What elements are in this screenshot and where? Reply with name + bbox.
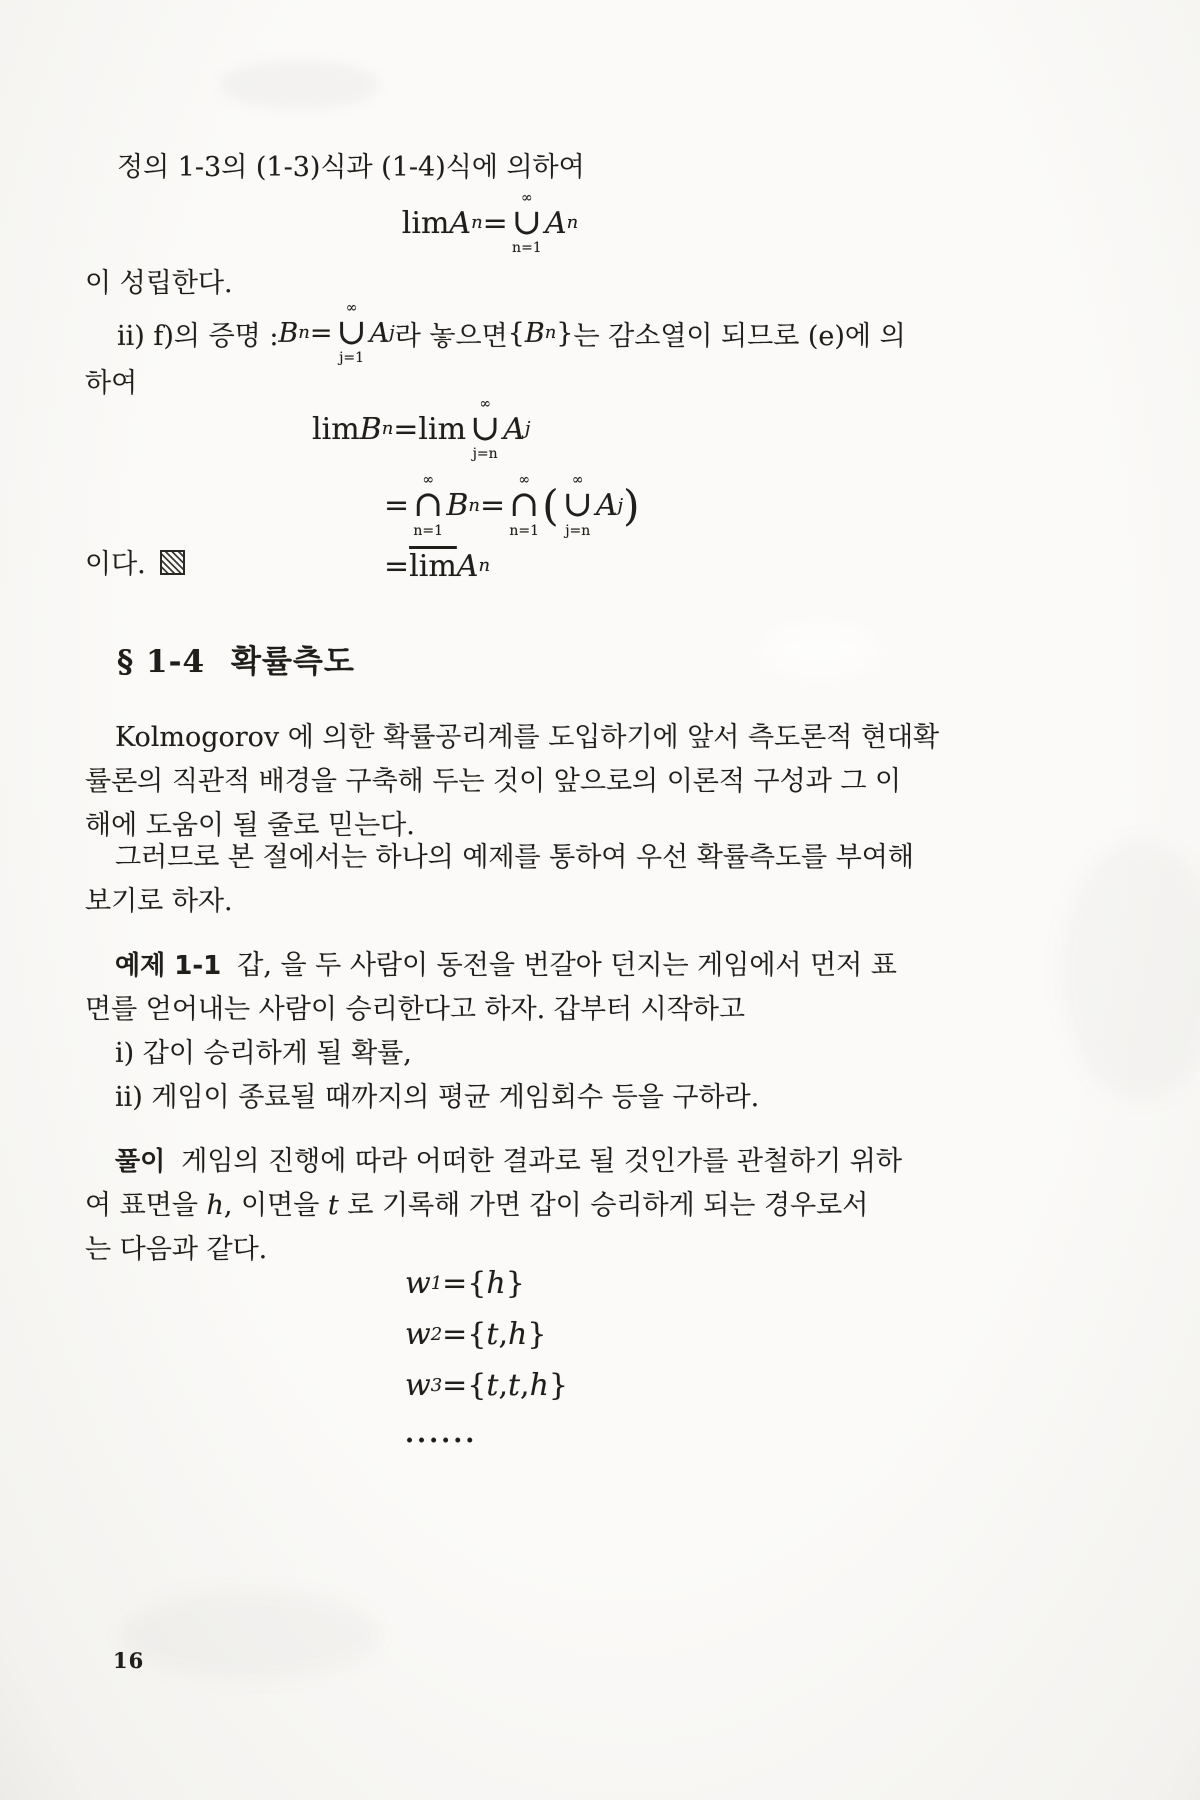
proof-continue: 하여 <box>85 368 138 399</box>
text-line: 그러므로 본 절에서는 하나의 예제를 통하여 우선 확률측도를 부여해 <box>115 842 914 873</box>
text-line <box>85 1140 965 1184</box>
paragraph-intro: 정의 1-3의 (1-3)식과 (1-4)식에 의하여 <box>117 152 585 183</box>
equation-limB-block <box>312 396 639 594</box>
example-block <box>85 944 965 1120</box>
text-line: 면를 얻어내는 사람이 승리한다고 하자. 갑부터 시작하고 <box>85 994 745 1025</box>
text-line: 여 표면을 h, 이면을 t 로 기록해 가면 갑이 승리하게 되는 경우로서 <box>85 1190 869 1221</box>
section-title: 확률측도 <box>231 644 355 680</box>
text-line: 률론의 직관적 배경을 구축해 두는 것이 앞으로의 이론적 구성과 그 이 <box>85 766 902 797</box>
example-item-ii: ii) 게임이 종료될 때까지의 평균 게임회수 등을 구하라. <box>115 1082 760 1113</box>
page-number: 16 <box>113 1648 145 1673</box>
equation-w-list <box>405 1266 568 1449</box>
section-heading <box>117 636 355 681</box>
statement-holds: 이 성립한다. <box>85 268 233 299</box>
equation-line: lim B n = lim ∞ ∪ j=n A j <box>312 396 531 463</box>
qed-line <box>85 543 185 587</box>
solution-label: 풀이 <box>115 1147 166 1177</box>
scan-smudge <box>120 1590 380 1680</box>
proof-statement-line: ii) f)의 증명 : B n = ∞ ∪ j=1 A j 라 놓으면 { B n } 는 감소열이 되므로 (e)에 의 <box>117 300 906 367</box>
ellipsis-dots: ...... <box>405 1419 478 1449</box>
text-line: 는 다음과 같다. <box>85 1234 268 1265</box>
big-operator: ∞ ∪ j=n <box>470 396 501 463</box>
text-line: Kolmogorov 에 의한 확률공리계를 도입하기에 앞서 측도론적 현대확 <box>115 722 940 753</box>
equation-line: = ∞ ∩ n=1 B n = ∞ ∩ n=1 ( ∞ ∪ j=n A j ) <box>384 472 640 539</box>
qed-text: 이다. <box>85 549 146 580</box>
example-line1: 갑, 을 두 사람이 동전을 번갈아 던지는 게임에서 먼저 표 <box>237 950 897 981</box>
example-label: 예제 1-1 <box>115 951 222 981</box>
paragraph-kolmogorov <box>85 716 965 848</box>
paragraph-transition <box>85 836 965 924</box>
equation-line: lim A n = ∞ ∪ n=1 A n <box>401 190 579 257</box>
section-number: § 1-4 <box>117 644 206 680</box>
big-operator: ∞ ∪ j=n <box>562 472 593 539</box>
text-line <box>85 944 965 988</box>
text-line: 보기로 하자. <box>85 886 233 917</box>
solution-line1: 게임의 진행에 따라 어떠한 결과로 될 것인가를 관철하기 위하 <box>181 1146 902 1177</box>
equation-w2: w 2 = { t , h } <box>405 1317 547 1352</box>
equation-w1: w 1 = { h } <box>405 1266 525 1301</box>
big-operator: ∞ ∩ n=1 <box>509 472 540 539</box>
big-operator: ∞ ∪ n=1 <box>511 190 542 257</box>
example-item-i: i) 갑이 승리하게 될 확률, <box>115 1038 412 1069</box>
big-operator: ∞ ∪ j=1 <box>336 300 367 367</box>
equation-w3: w 3 = { t , t , h } <box>405 1368 569 1403</box>
equation-line: = $\overline{lim}$ A n <box>384 548 491 584</box>
big-operator: ∞ ∩ n=1 <box>413 472 444 539</box>
solution-block <box>85 1140 965 1272</box>
scan-smudge <box>1060 840 1200 1100</box>
text-line: 해에 도움이 될 줄로 믿는다. <box>85 810 415 841</box>
scan-smudge <box>220 60 380 110</box>
qed-hatched-square-icon <box>160 550 185 575</box>
scan-smudge <box>760 620 880 680</box>
equation-lim-union <box>85 190 895 266</box>
